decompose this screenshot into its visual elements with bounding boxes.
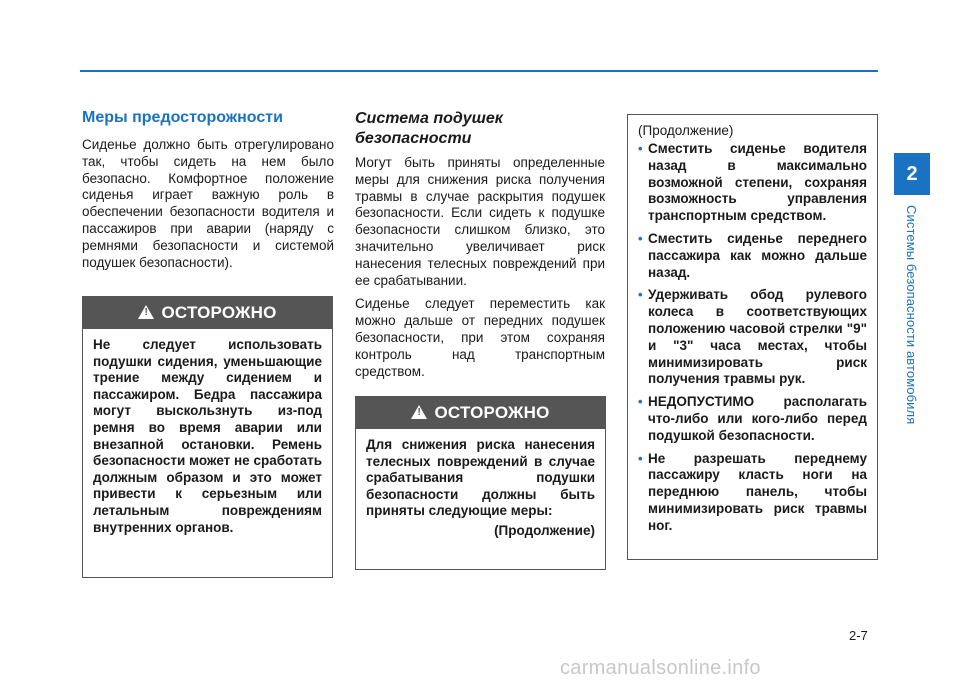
warning-icon — [138, 305, 154, 319]
bullet-icon: • — [638, 230, 643, 246]
bullet-icon: • — [638, 450, 643, 466]
body-paragraph: Сиденье следует переместить как можно дальше от передних подушек безопасности, при этом сохраняя контроль над транспортным средством. — [355, 296, 605, 379]
continued-warning-box — [627, 114, 878, 560]
warning-header — [356, 397, 605, 429]
bullet-icon: • — [638, 287, 643, 303]
continued-heading: (Продолжение) — [638, 123, 734, 138]
middle-column — [355, 109, 605, 387]
body-paragraph: Могут быть приняты определенные меры для снижения риска получения травмы в случае раскрытия подушек безопасности. Если сидеть к подушке безопасности слишком близко, это значительно увеличивает риск нанесения телесных повреждений при ее срабатывании. — [355, 155, 605, 288]
bullet-list — [628, 141, 877, 535]
list-item: • Сместить сиденье водителя назад в максимально возможной степени, сохраняя возможность управления транспортным средством. — [638, 141, 867, 224]
left-column — [82, 109, 334, 278]
warning-heading: ОСТОРОЖНО — [434, 403, 550, 422]
section-title: Система подушек безопасности — [355, 110, 503, 147]
chapter-tab: 2 — [894, 153, 930, 195]
list-item: • НЕДОПУСТИМО располагать что-либо или кого-либо перед подушкой безопасности. — [638, 394, 867, 443]
bullet-icon: • — [638, 394, 643, 410]
warning-icon — [411, 405, 427, 419]
list-item: • Сместить сиденье переднего пассажира как можно дальше назад. — [638, 230, 867, 280]
warning-heading: ОСТОРОЖНО — [161, 303, 277, 322]
warning-text: Не следует использовать подушки сидения, уменьшающие трение между сидением и пассажиром. Бедра пассажира могут выскользнуть из-под ремня во время аварии или внезапной остановки. Ремень безопасности может не сработать должным образом и это может привести к серьезным или летальным повреждениям внутренних органов. — [93, 337, 322, 535]
warning-box — [82, 296, 333, 578]
page-number: 2-7 — [849, 628, 868, 643]
warning-box — [355, 396, 606, 570]
watermark: carmanualsonline.info — [560, 657, 761, 679]
list-item: • Удерживать обод рулевого колеса в соответствующих положению часовой стрелки "9" и "3" часа местах, чтобы минимизировать риск получения травмы рук. — [638, 287, 867, 387]
warning-content — [356, 429, 605, 548]
warning-text: Для снижения риска нанесения телесных повреждений в случае срабатывания подушки безопасности должны быть приняты следующие меры: — [366, 437, 595, 519]
top-rule — [80, 70, 878, 72]
bullet-icon: • — [638, 141, 643, 156]
list-item: • Не разрешать переднему пассажиру класть ноги на переднюю панель, чтобы минимизировать риск травмы ног. — [638, 450, 867, 533]
continued-label: (Продолжение) — [494, 522, 595, 538]
section-title: Меры предосторожности — [82, 109, 283, 126]
warning-header — [83, 297, 332, 329]
chapter-side-title: Системы безопасности автомобиля — [904, 205, 919, 425]
body-paragraph: Сиденье должно быть отрегулировано так, чтобы сидеть на нем было безопасно. Комфортное положение сиденья играет важную роль в обеспечении безопасности водителя и пассажиров при аварии (наряду с ремнями безопасности и системой подушек безопасности). — [82, 137, 334, 270]
